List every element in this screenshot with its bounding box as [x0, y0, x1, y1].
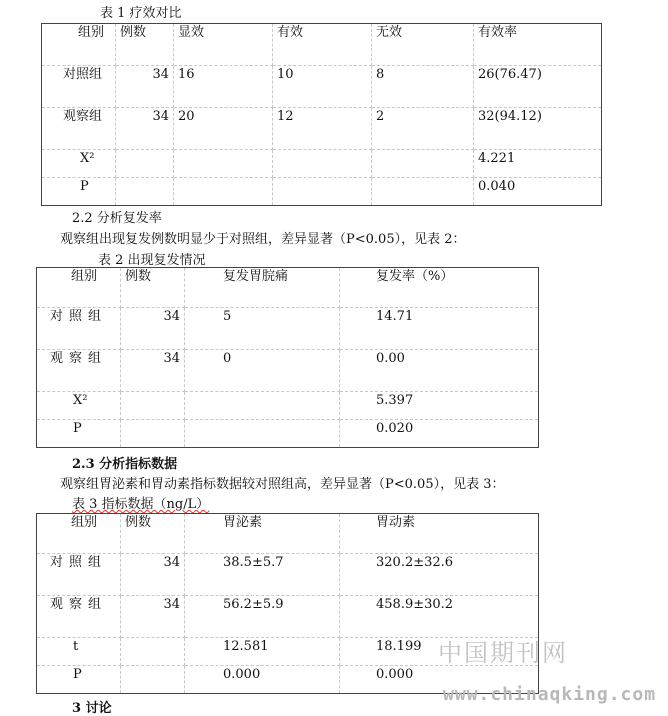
table2-caption: 表 2 出现复发情况 — [98, 253, 206, 268]
table3-cell: 34 — [121, 596, 185, 638]
table1-cell: 26(76.47) — [474, 66, 602, 108]
table2-cell: 0.020 — [340, 420, 539, 448]
table2-cell: 5.397 — [340, 392, 539, 420]
table1-cell — [273, 150, 372, 178]
table1-cell: 34 — [116, 66, 174, 108]
table3-header-cell: 胃动素 — [340, 514, 539, 554]
table2-cell — [121, 392, 185, 420]
table3-cell: 38.5±5.7 — [185, 554, 340, 596]
table2-cell — [185, 392, 340, 420]
table2-cell: X² — [37, 392, 121, 420]
table-row — [37, 596, 539, 638]
table3-header-cell: 组别 — [37, 514, 121, 554]
table1-cell: 20 — [174, 108, 273, 150]
table1-header-cell: 例数 — [116, 24, 174, 66]
table2-header-cell: 例数 — [121, 268, 185, 308]
table2-cell — [185, 420, 340, 448]
section-heading-2-2: 2.2 分析复发率 — [72, 211, 162, 226]
table1-cell: 观察组 — [42, 108, 116, 150]
table1-header-row — [42, 24, 602, 66]
table1-cell: 32(94.12) — [474, 108, 602, 150]
table2-cell: 5 — [185, 308, 340, 350]
table1-caption: 表 1 疗效对比 — [100, 6, 182, 21]
section-text-2-3: 观察组胃泌素和胃动素指标数据较对照组高，差异显著（P<0.05），见表 3： — [60, 477, 505, 492]
table3-cell: 320.2±32.6 — [340, 554, 539, 596]
table-row — [42, 150, 602, 178]
table1-header-cell: 有效 — [273, 24, 372, 66]
table-row — [37, 554, 539, 596]
table1-cell — [174, 150, 273, 178]
watermark-url: www.chinaqking.com — [443, 684, 657, 705]
table2-cell: 14.71 — [340, 308, 539, 350]
table2-cell: 34 — [121, 350, 185, 392]
table1-cell — [273, 178, 372, 206]
table3-cell — [121, 638, 185, 666]
section-heading-3: 3 讨论 — [72, 701, 112, 716]
table3-cell: 对照组 — [37, 554, 121, 596]
table3-cell: 观察组 — [37, 596, 121, 638]
table2-cell: 0.00 — [340, 350, 539, 392]
table-row — [37, 392, 539, 420]
table2-header-row — [37, 268, 539, 308]
table3-cell: t — [37, 638, 121, 666]
table2-cell: 0 — [185, 350, 340, 392]
table-row — [37, 420, 539, 448]
table2-header-cell: 复发胃脘痛 — [185, 268, 340, 308]
table1 — [41, 23, 602, 206]
table2-cell: 对照组 — [37, 308, 121, 350]
table2-header-cell: 复发率（%） — [340, 268, 539, 308]
section-text-2-2: 观察组出现复发例数明显少于对照组，差异显著（P<0.05），见表 2： — [60, 232, 466, 247]
table2-cell: 观察组 — [37, 350, 121, 392]
table3-header-row — [37, 514, 539, 554]
table1-cell: 12 — [273, 108, 372, 150]
table3-cell: P — [37, 666, 121, 694]
table1-header-cell: 组别 — [42, 24, 116, 66]
table1-cell: 34 — [116, 108, 174, 150]
table-row — [42, 66, 602, 108]
table3-cell: 56.2±5.9 — [185, 596, 340, 638]
table-row — [37, 350, 539, 392]
table3-header-cell: 胃泌素 — [185, 514, 340, 554]
table1-header-cell: 有效率 — [474, 24, 602, 66]
table1-cell: X² — [42, 150, 116, 178]
table1-cell — [372, 178, 474, 206]
table1-cell: 对照组 — [42, 66, 116, 108]
table-row — [42, 178, 602, 206]
table3-cell: 18.199 — [340, 638, 539, 666]
table3-cell: 34 — [121, 554, 185, 596]
table1-header-cell: 无效 — [372, 24, 474, 66]
table-row — [37, 308, 539, 350]
table3-cell: 0.000 — [185, 666, 340, 694]
table-row — [42, 108, 602, 150]
table3-header-cell: 例数 — [121, 514, 185, 554]
table1-cell: 10 — [273, 66, 372, 108]
table2-cell: P — [37, 420, 121, 448]
table1-header-cell: 显效 — [174, 24, 273, 66]
table1-cell: 4.221 — [474, 150, 602, 178]
table1-cell — [116, 150, 174, 178]
table1-cell: 8 — [372, 66, 474, 108]
table3-cell: 12.581 — [185, 638, 340, 666]
table1-cell: 2 — [372, 108, 474, 150]
table2-cell: 34 — [121, 308, 185, 350]
table1-cell: 16 — [174, 66, 273, 108]
table1-cell — [372, 150, 474, 178]
table3-caption: 表 3 指标数据（ng/L） — [72, 497, 210, 512]
table3-cell — [121, 666, 185, 694]
table1-cell: 0.040 — [474, 178, 602, 206]
table1-cell: P — [42, 178, 116, 206]
table1-cell — [174, 178, 273, 206]
section-heading-2-3: 2.3 分析指标数据 — [72, 457, 178, 472]
table3-cell: 458.9±30.2 — [340, 596, 539, 638]
table2 — [36, 267, 539, 448]
table1-cell — [116, 178, 174, 206]
table3-cell: 0.000 — [340, 666, 539, 694]
table2-header-cell: 组别 — [37, 268, 121, 308]
table2-cell — [121, 420, 185, 448]
watermark-cn: 中国期刊网 — [438, 639, 568, 667]
